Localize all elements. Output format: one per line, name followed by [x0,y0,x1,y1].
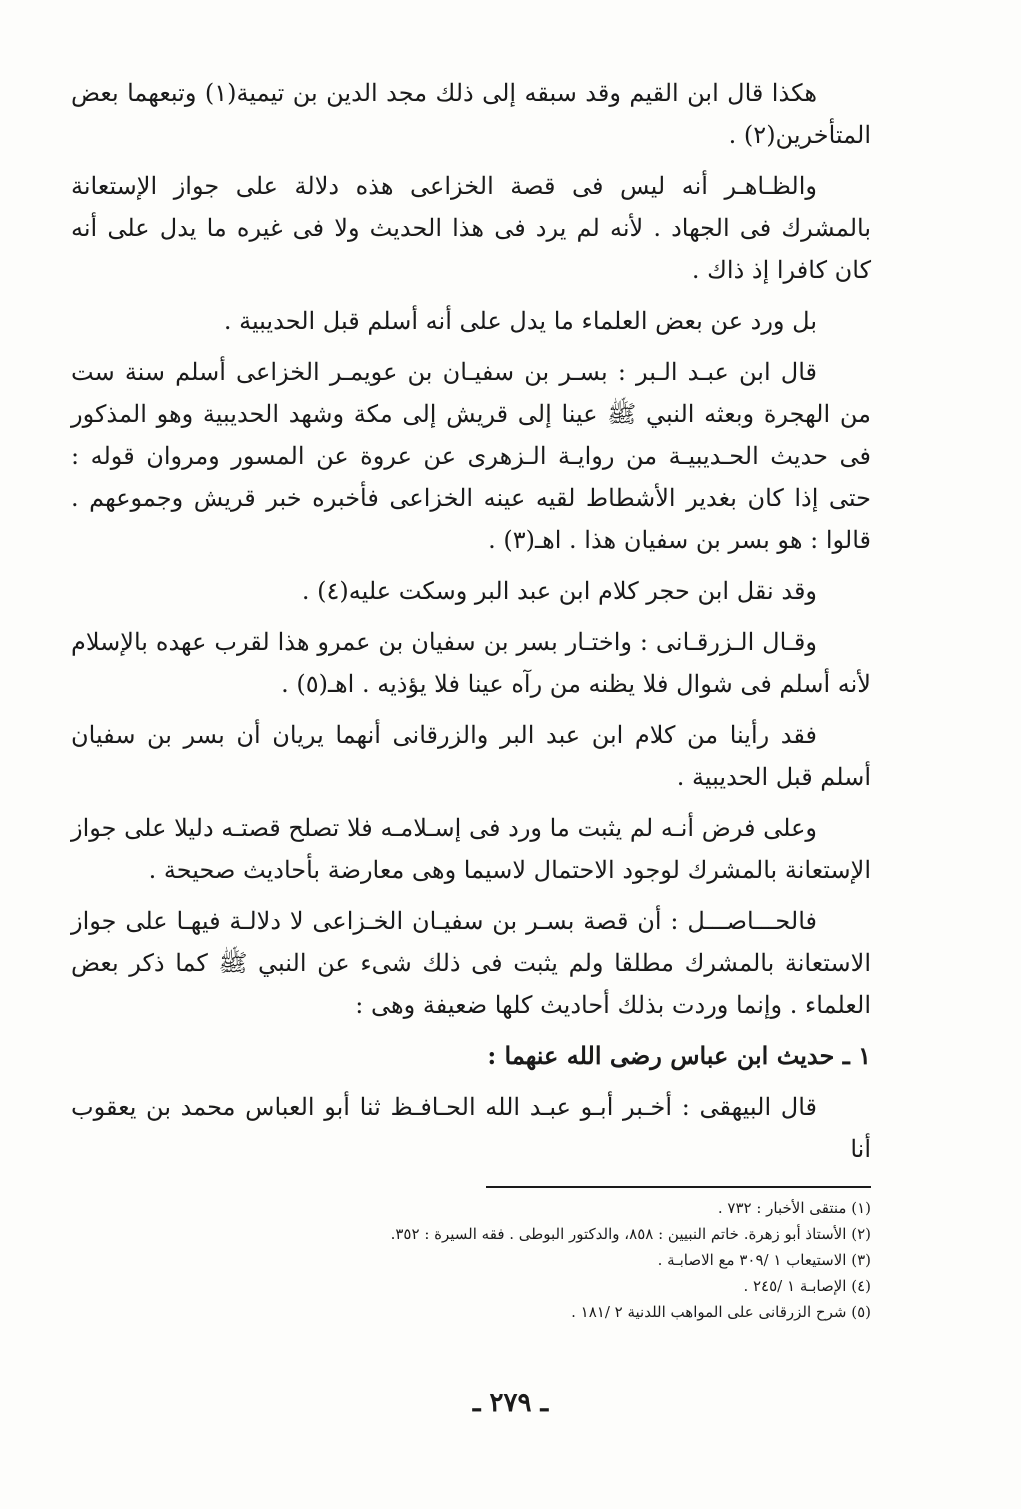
paragraph-8: وعلى فرض أنـه لم يثبت ما ورد فى إسـلامـه فلا تصلح قصتـه دليلا على جواز الإستعانة بالمشرك لوجود الاحتمال لاسيما وهى معارضة بأحاديث صحيحة . [71,814,871,884]
paragraph-1: هكذا قال ابن القيم وقد سبقه إلى ذلك مجد الدين بن تيمية(١) وتبعهما بعض المتأخرين(٢) . [71,79,871,149]
paragraph-9: فالحـــاصـــل : أن قصة بسـر بن سفيـان الخـزاعى لا دلالـة فيهـا على جواز الاستعانة بالمشرك مطلقا ولم يثبت فى ذلك شىء عن النبي ﷺ كما ذكر بعض العلماء . وإنما وردت بذلك أحاديث كلها ضعيفة وهى : [71,907,871,1019]
footnote-3: (٣) الاستيعاب ١ /٣٠٩ مع الاصابـة . [657,1251,871,1269]
paragraph-7: فقد رأينا من كلام ابن عبد البر والزرقانى أنهما يريان أن بسر بن سفيان أسلم قبل الحديبية . [71,721,871,791]
paragraph-6: وقـال الـزرقـانى : واختـار بسر بن سفيان بن عمرو هذا لقرب عهده بالإسلام لأنه أسلم فى شوال فلا يظنه من رآه عينا فلا يؤذيه . اهـ(٥) . [71,628,871,698]
paragraph-4: قال ابن عبـد الـبر : بسـر بن سفيـان بن عويمـر الخزاعى أسلم سنة ست من الهجرة وبعثه النبي ﷺ عينا إلى قريش إلى مكة وشهد الحديبية وهو المذكور فى حديث الحـديبيـة من روايـة الـزهرى عن عروة عن المسور ومروان قوله : حتى إذا كان بغدير الأشطاط لقيه عينه الخزاعى فأخبره خبر قريش وجموعهم . قالوا : هو بسر بن سفيان هذا . اهـ(٣) . [71,358,871,554]
paragraph-2: والظـاهـر أنه ليس فى قصة الخزاعى هذه دلالة على جواز الإستعانة بالمشرك فى الجهاد . لأنه لم يرد فى هذا الحديث ولا فى غيره ما يدل على أنه كان كافرا إذ ذاك . [71,172,871,284]
footnote-4: (٤) الإصابـة ١ /٢٤٥ . [743,1277,871,1295]
footnote-divider [486,1186,871,1188]
footnote-5: (٥) شرح الزرقانى على المواهب اللدنية ٢ /١٨١ . [571,1303,871,1321]
paragraph-5: وقد نقل ابن حجر كلام ابن عبد البر وسكت عليه(٤) . [301,577,817,605]
section-heading: ١ ـ حديث ابن عباس رضى الله عنهما : [487,1041,871,1070]
footnote-2: (٢) الأستاذ أبو زهرة. خاتم النبيين : ٨٥٨، والدكتور البوطى . فقه السيرة : ٣٥٢. [390,1225,871,1243]
footnote-1: (١) منتقى الأخبار : ٧٣٢ . [717,1199,871,1217]
paragraph-3: بل ورد عن بعض العلماء ما يدل على أنه أسلم قبل الحديبية . [223,307,817,335]
paragraph-10: قال البيهقى : أخـبر أبـو عبـد الله الحـافـظ ثنا أبو العباس محمد بن يعقوب أنا [71,1093,871,1163]
main-text [71,72,871,1179]
footnotes [71,1195,871,1325]
page-number: ـ ٢٧٩ ـ [472,1388,549,1418]
